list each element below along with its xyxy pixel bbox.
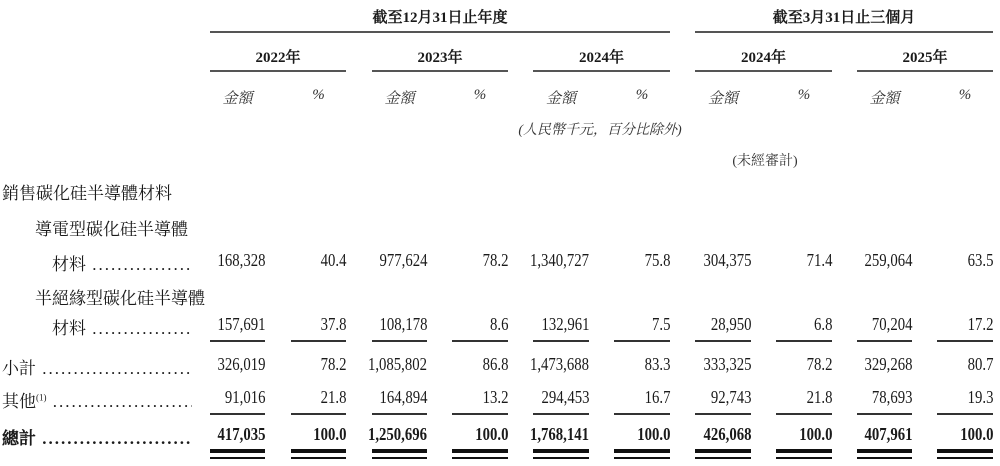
amount-cell: 157,691 — [217, 314, 265, 334]
amount-cell: 1,473,688 — [529, 354, 589, 374]
total-rule — [937, 449, 993, 453]
total-rule — [372, 449, 427, 453]
total-rule — [937, 457, 993, 459]
year-header: 2025年 — [902, 50, 948, 66]
amount-cell: 78,693 — [871, 387, 912, 407]
amount-cell: 977,624 — [379, 250, 427, 270]
percent-cell: 100.0 — [636, 424, 670, 444]
percent-cell: 100.0 — [312, 424, 346, 444]
percent-cell: 78.2 — [482, 250, 508, 270]
year-header: 2024年 — [578, 50, 624, 66]
subtotal-rule — [533, 340, 589, 342]
amount-cell: 168,328 — [217, 250, 265, 270]
percent-header: % — [797, 87, 811, 103]
total-rule — [372, 457, 427, 459]
year-header: 2022年 — [255, 50, 301, 66]
percent-cell: 78.2 — [320, 354, 346, 374]
total-rule — [210, 457, 265, 459]
subtotal-rule — [937, 340, 993, 342]
row-label-text: 半絕緣型碳化硅半導體 — [35, 289, 205, 308]
total-rule — [776, 449, 832, 453]
percent-cell: 16.7 — [644, 387, 670, 407]
unit-note: (人民幣千元，百分比除外) — [518, 123, 682, 138]
row-label — [2, 387, 192, 412]
subtotal-rule — [937, 413, 993, 415]
subtotal-rule — [614, 413, 670, 415]
percent-cell: 63.5 — [967, 250, 993, 270]
amount-cell: 1,250,696 — [367, 424, 427, 444]
amount-cell: 333,325 — [703, 354, 751, 374]
percent-cell: 75.8 — [644, 250, 670, 270]
percent-cell: 8.6 — [489, 314, 508, 334]
amount-cell: 326,019 — [217, 354, 265, 374]
row-label — [2, 354, 192, 379]
divider — [210, 31, 670, 33]
subtotal-rule — [210, 413, 265, 415]
total-rule — [210, 449, 265, 453]
percent-header: % — [312, 87, 325, 103]
amount-header: 金額 — [707, 91, 738, 107]
total-rule — [776, 457, 832, 459]
percent-cell: 78.2 — [806, 354, 832, 374]
total-rule — [614, 457, 670, 459]
amount-cell: 28,950 — [710, 314, 751, 334]
subtotal-rule — [291, 413, 346, 415]
subtotal-rule — [614, 340, 670, 342]
subtotal-rule — [776, 340, 832, 342]
divider — [695, 31, 993, 33]
percent-cell: 37.8 — [320, 314, 346, 334]
divider — [695, 70, 832, 72]
subtotal-rule — [372, 413, 427, 415]
subtotal-rule — [452, 340, 508, 342]
row-label-text: 材料 — [52, 255, 86, 274]
total-rule — [533, 449, 589, 453]
year-header: 2023年 — [417, 50, 463, 66]
amount-cell: 407,961 — [864, 424, 912, 444]
subtotal-rule — [857, 340, 912, 342]
row-label — [35, 215, 188, 240]
total-rule — [857, 457, 912, 459]
footnote-marker: (1) — [36, 392, 47, 403]
unaudited-note: (未經審計) — [732, 154, 798, 169]
amount-cell: 70,204 — [871, 314, 912, 334]
total-rule — [452, 457, 508, 459]
row-label — [2, 179, 172, 204]
percent-cell: 21.8 — [320, 387, 346, 407]
amount-header: 金額 — [545, 91, 576, 107]
percent-cell: 100.0 — [959, 424, 993, 444]
row-label — [52, 314, 192, 339]
group-header-three-months: 截至3月31日止三個月 — [772, 10, 916, 26]
subtotal-rule — [695, 413, 751, 415]
year-header: 2024年 — [740, 50, 786, 66]
subtotal-rule — [695, 340, 751, 342]
divider — [210, 70, 346, 72]
subtotal-rule — [291, 340, 346, 342]
total-rule — [291, 457, 346, 459]
amount-header: 金額 — [869, 91, 900, 107]
amount-cell: 108,178 — [379, 314, 427, 334]
percent-cell: 21.8 — [806, 387, 832, 407]
total-rule — [614, 449, 670, 453]
amount-cell: 329,268 — [864, 354, 912, 374]
total-rule — [452, 449, 508, 453]
subtotal-rule — [372, 340, 427, 342]
row-label-text: 銷售碳化硅半導體材料 — [2, 184, 172, 203]
divider — [533, 70, 670, 72]
percent-cell: 19.3 — [967, 387, 993, 407]
amount-cell: 132,961 — [541, 314, 589, 334]
amount-cell: 164,894 — [379, 387, 427, 407]
amount-cell: 417,035 — [217, 424, 265, 444]
percent-cell: 83.3 — [644, 354, 670, 374]
row-label — [35, 284, 205, 309]
subtotal-rule — [452, 413, 508, 415]
row-label-text: 材料 — [52, 319, 86, 338]
row-label-text: 總計 — [2, 429, 36, 448]
amount-cell: 259,064 — [864, 250, 912, 270]
divider — [857, 70, 993, 72]
total-rule — [857, 449, 912, 453]
subtotal-rule — [210, 340, 265, 342]
percent-cell: 13.2 — [482, 387, 508, 407]
percent-cell: 6.8 — [813, 314, 832, 334]
total-rule — [695, 457, 751, 459]
subtotal-rule — [857, 413, 912, 415]
total-rule — [291, 449, 346, 453]
percent-cell: 40.4 — [320, 250, 346, 270]
percent-cell: 17.2 — [967, 314, 993, 334]
group-header-fiscal-year: 截至12月31日止年度 — [372, 10, 508, 26]
amount-cell: 294,453 — [541, 387, 589, 407]
percent-header: % — [473, 87, 487, 103]
percent-cell: 100.0 — [474, 424, 508, 444]
divider — [372, 70, 508, 72]
amount-header: 金額 — [222, 91, 253, 107]
amount-cell: 426,068 — [703, 424, 751, 444]
percent-cell: 100.0 — [798, 424, 832, 444]
total-rule — [695, 449, 751, 453]
subtotal-rule — [533, 413, 589, 415]
percent-cell: 7.5 — [651, 314, 670, 334]
amount-cell: 1,768,141 — [529, 424, 589, 444]
row-label — [2, 424, 192, 449]
amount-cell: 92,743 — [710, 387, 751, 407]
total-rule — [533, 457, 589, 459]
row-label — [52, 250, 192, 275]
amount-cell: 304,375 — [703, 250, 751, 270]
percent-header: % — [635, 87, 649, 103]
subtotal-rule — [776, 413, 832, 415]
amount-cell: 1,085,802 — [367, 354, 427, 374]
amount-cell: 91,016 — [224, 387, 265, 407]
percent-cell: 71.4 — [806, 250, 832, 270]
amount-cell: 1,340,727 — [529, 250, 589, 270]
amount-header: 金額 — [384, 91, 415, 107]
row-label-text: 其他 — [2, 392, 36, 411]
row-label-text: 小計 — [2, 359, 36, 378]
percent-cell: 86.8 — [482, 354, 508, 374]
percent-cell: 80.7 — [967, 354, 993, 374]
row-label-text: 導電型碳化硅半導體 — [35, 220, 188, 239]
percent-header: % — [958, 87, 972, 103]
